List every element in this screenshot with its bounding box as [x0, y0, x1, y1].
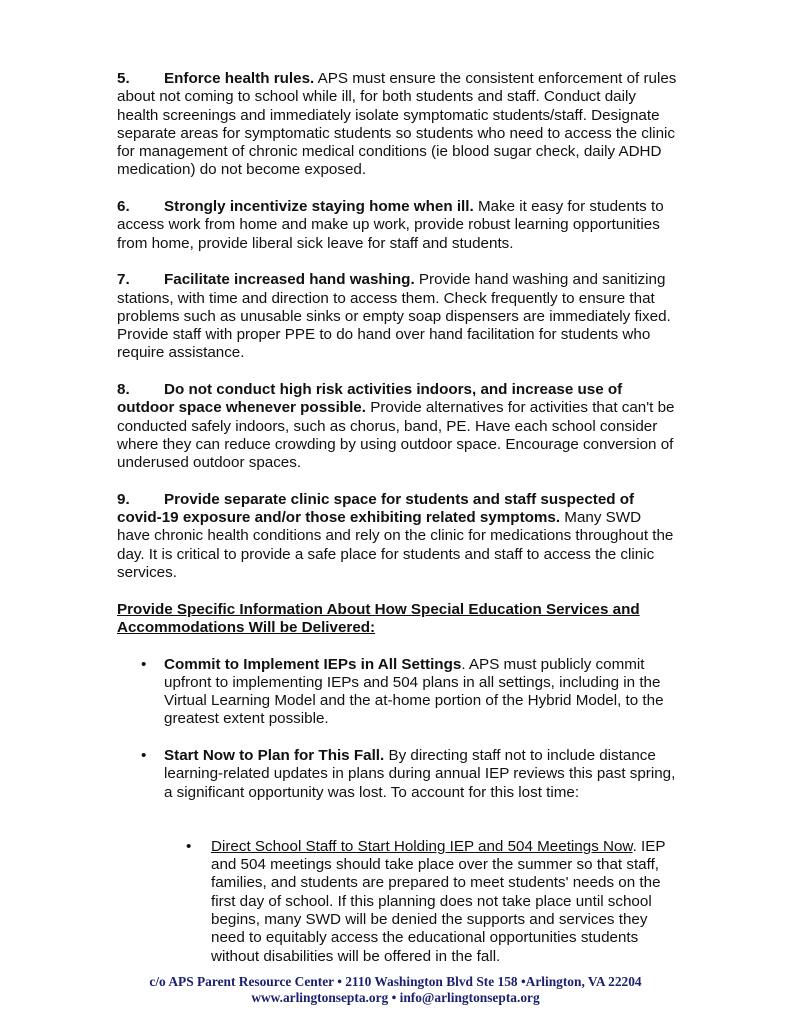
item-number: 5. [117, 70, 130, 87]
item-title: Do not conduct high risk activities indoors, and increase use of outdoor space whenever possible. [117, 381, 623, 417]
footer-address: c/o APS Parent Resource Center • 2110 Washington Blvd Ste 158 •Arlington, VA 22204 [149, 974, 642, 989]
sub-bullet-list [164, 838, 677, 966]
page-footer [0, 974, 791, 1006]
bullet-title: Start Now to Plan for This Fall. [164, 746, 385, 764]
item-number: 9. [117, 490, 130, 508]
item-body: Many SWD have chronic health conditions and rely on the clinic for medications throughout the day. It is critical to provide a safe place for students and staff to access the clinic services. [117, 509, 674, 582]
document-page [117, 70, 677, 984]
footer-separator: • [388, 990, 400, 1005]
numbered-item-7 [117, 271, 677, 362]
footer-website-link[interactable]: www.arlingtonsepta.org [251, 990, 389, 1005]
numbered-item-8 [117, 381, 677, 472]
bullet-icon: • [141, 655, 147, 673]
numbered-item-5 [117, 70, 677, 180]
item-body: Provide alternatives for activities that can't be conducted safely indoors, such as chorus, band, PE. Have each school consider where they can reduce crowding by using outdoor space. Encourage conversion of underused outdoor spaces. [117, 399, 675, 472]
sub-bullet-title: Direct School Staff to Start Holding IEP and 504 Meetings Now [211, 837, 633, 855]
item-title: Provide separate clinic space for students and staff suspected of covid-19 exposure and/or those exhibiting related symptoms. [117, 490, 635, 527]
bullet-body: By directing staff not to include distance learning-related updates in plans during annual IEP reviews this past spring, a significant opportunity was lost. To account for this lost time: [164, 746, 676, 801]
footer-contact [0, 990, 791, 1006]
section-heading: Provide Specific Information About How Special Education Services and Accommodations Will be Delivered: [117, 600, 640, 636]
bullet-body: . APS must publicly commit upfront to implementing IEPs and 504 plans in all settings, including in the Virtual Learning Model and the at-home portion of the Hybrid Model, to the greatest extent possible. [164, 655, 664, 728]
numbered-item-6 [117, 198, 677, 253]
item-number: 6. [117, 198, 130, 216]
bullet-icon: • [186, 837, 192, 855]
bullet-item-start-now [117, 747, 677, 966]
sub-bullet-item-direct-staff [164, 838, 677, 966]
item-body: Provide hand washing and sanitizing stations, with time and direction to access them. Check frequently to ensure that problems such as unusable sinks or empty soap dispensers are immediately fixed. Provide staff with proper PPE to do hand over hand facilitation for students who require assistance. [117, 271, 671, 362]
item-title: Strongly incentivize staying home when ill. [164, 198, 474, 216]
item-title: Enforce health rules. [164, 70, 315, 87]
item-body: APS must ensure the consistent enforcement of rules about not coming to school while ill, for both students and staff. Conduct daily health screenings and immediately isolate symptomatic students/staff. Designate separate areas for symptomatic students so students who need to access the clinic for management of chronic medical conditions (ie blood sugar check, daily ADHD medication) do not become exposed. [117, 70, 677, 179]
sub-bullet-body: . IEP and 504 meetings should take place over the summer so that staff, families, and students are prepared to meet students' needs on the first day of school. If this planning does not take place until school begins, many SWD will be denied the supports and services they need to equitably access the educational opportunities students without disabilities will be offered in the fall. [211, 837, 666, 965]
footer-email-link[interactable]: info@arlingtonsepta.org [399, 990, 540, 1005]
item-title: Facilitate increased hand washing. [164, 271, 415, 289]
numbered-item-9 [117, 491, 677, 582]
bullet-icon: • [141, 746, 147, 764]
item-number: 8. [117, 381, 130, 399]
bullet-item-commit-ieps [117, 656, 677, 729]
bullet-list [117, 656, 677, 966]
bullet-title: Commit to Implement IEPs in All Settings [164, 655, 462, 673]
item-body: Make it easy for students to access work from home and make up work, provide robust learning opportunities from home, provide liberal sick leave for staff and students. [117, 198, 664, 252]
item-number: 7. [117, 271, 130, 289]
